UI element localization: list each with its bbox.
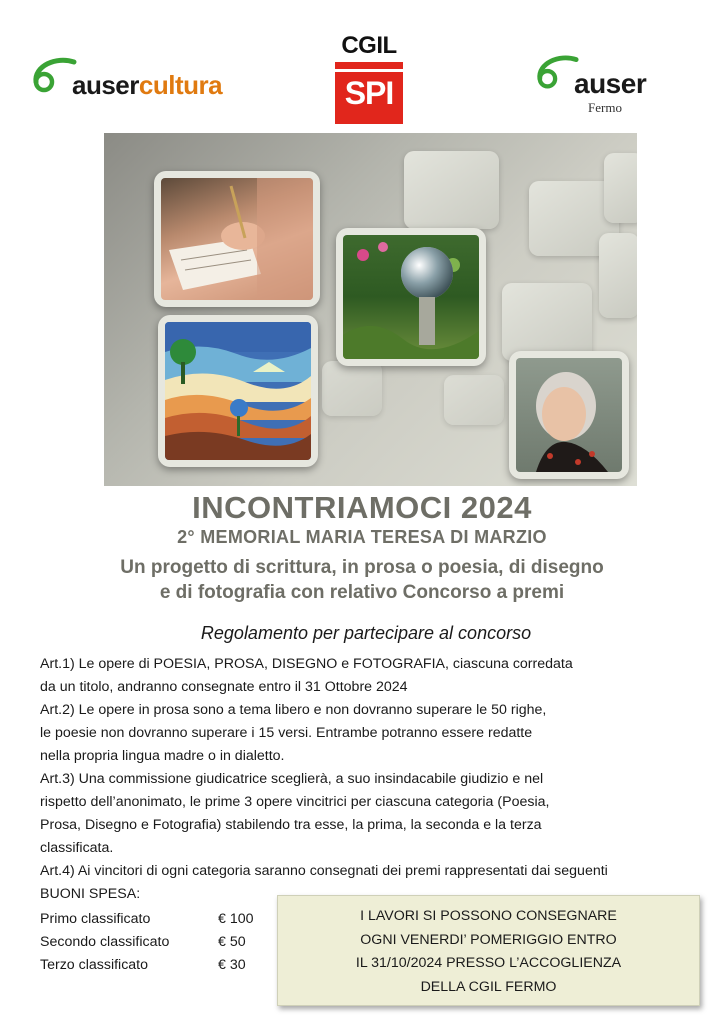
hero-collage xyxy=(104,133,637,486)
rule-line: Art.3) Una commissione giudicatrice sceglierà, a suo insindacabile giudizio e nel xyxy=(40,771,544,787)
rule-line: Prosa, Disegno e Fotografia) stabilendo tra esse, la prima, la seconda e la terza xyxy=(40,817,542,833)
rule-line: rispetto dell’anonimato, le prime 3 opere vincitrici per ciascuna categoria (Poesia, xyxy=(40,794,550,810)
decor-tile xyxy=(502,283,592,361)
decor-tile xyxy=(599,233,637,318)
project-description xyxy=(0,555,724,605)
decor-tile xyxy=(444,375,504,425)
notice-line: DELLA CGIL FERMO xyxy=(420,978,557,995)
rule-line: BUONI SPESA: xyxy=(40,886,141,902)
portrait-illustration xyxy=(516,358,622,472)
decor-tile xyxy=(604,153,637,223)
rule-line: le poesie non dovranno superare i 15 versi. Entrambe potranno essere redatte xyxy=(40,725,533,741)
prize-amount: € 50 xyxy=(218,934,246,950)
notice-line: IL 31/10/2024 PRESSO L’ACCOGLIENZA xyxy=(355,955,622,971)
notice-line: I LAVORI SI POSSONO CONSEGNARE xyxy=(360,908,617,924)
rule-line: Art.1) Le opere di POESIA, PROSA, DISEGNO e FOTOGRAFIA, ciascuna corredata xyxy=(40,656,573,672)
prize-label: Primo classificato xyxy=(40,911,151,927)
rule-line: da un titolo, andranno consegnate entro il 31 Ottobre 2024 xyxy=(40,679,408,695)
writing-illustration xyxy=(161,178,313,300)
prize-row-third xyxy=(40,954,270,977)
maria-teresa-portrait xyxy=(509,351,629,479)
auser-cultura-logo xyxy=(32,52,242,100)
prize-amount: € 30 xyxy=(218,957,246,973)
auser-wordmark: auser xyxy=(574,68,647,99)
prize-list xyxy=(40,908,270,977)
notice-line: OGNI VENERDI’ POMERIGGIO ENTRO xyxy=(360,931,617,948)
prize-label: Terzo classificato xyxy=(40,957,149,973)
delivery-notice-box xyxy=(277,895,700,1006)
writing-photo xyxy=(154,171,320,307)
auser-cultura-wordmark: ausercultura xyxy=(72,70,223,100)
project-line-2: e di fotografia con relativo Concorso a premi xyxy=(159,582,565,603)
auser-fermo-subtitle: Fermo xyxy=(588,100,622,115)
decor-tile xyxy=(322,361,382,416)
project-line-1: Un progetto di scrittura, in prosa o poesia, di disegno xyxy=(120,557,604,578)
rule-line: Art.4) Ai vincitori di ogni categoria saranno consegnati dei premi rappresentati dai seguenti xyxy=(40,863,608,879)
main-title: INCONTRIAMOCI 2024 xyxy=(192,490,532,525)
auser-fermo-logo xyxy=(536,48,676,118)
rule-line: Art.2) Le opere in prosa sono a tema libero e non dovranno superare le 50 righe, xyxy=(40,702,547,718)
regulation-heading: Regolamento per partecipare al concorso xyxy=(200,623,532,643)
prize-row-first xyxy=(40,908,270,931)
decor-tile xyxy=(404,151,499,229)
rule-line: classificata. xyxy=(40,840,114,856)
drawing-artwork xyxy=(158,315,318,467)
prize-row-second xyxy=(40,931,270,954)
spi-badge: SPI xyxy=(335,62,403,124)
prize-amount: € 100 xyxy=(218,911,254,927)
garden-sphere-illustration xyxy=(343,235,479,359)
cgil-wordmark: CGIL xyxy=(341,32,397,59)
garden-sphere-photo xyxy=(336,228,486,366)
spi-bar xyxy=(335,69,403,72)
rule-line: nella propria lingua madre o in dialetto. xyxy=(40,748,285,764)
paper-landscape-illustration xyxy=(165,322,311,460)
memorial-subtitle: 2° MEMORIAL MARIA TERESA DI MARZIO xyxy=(177,527,547,547)
prize-label: Secondo classificato xyxy=(40,934,170,950)
cgil-spi-logo xyxy=(335,32,403,124)
rules-text xyxy=(40,653,710,906)
